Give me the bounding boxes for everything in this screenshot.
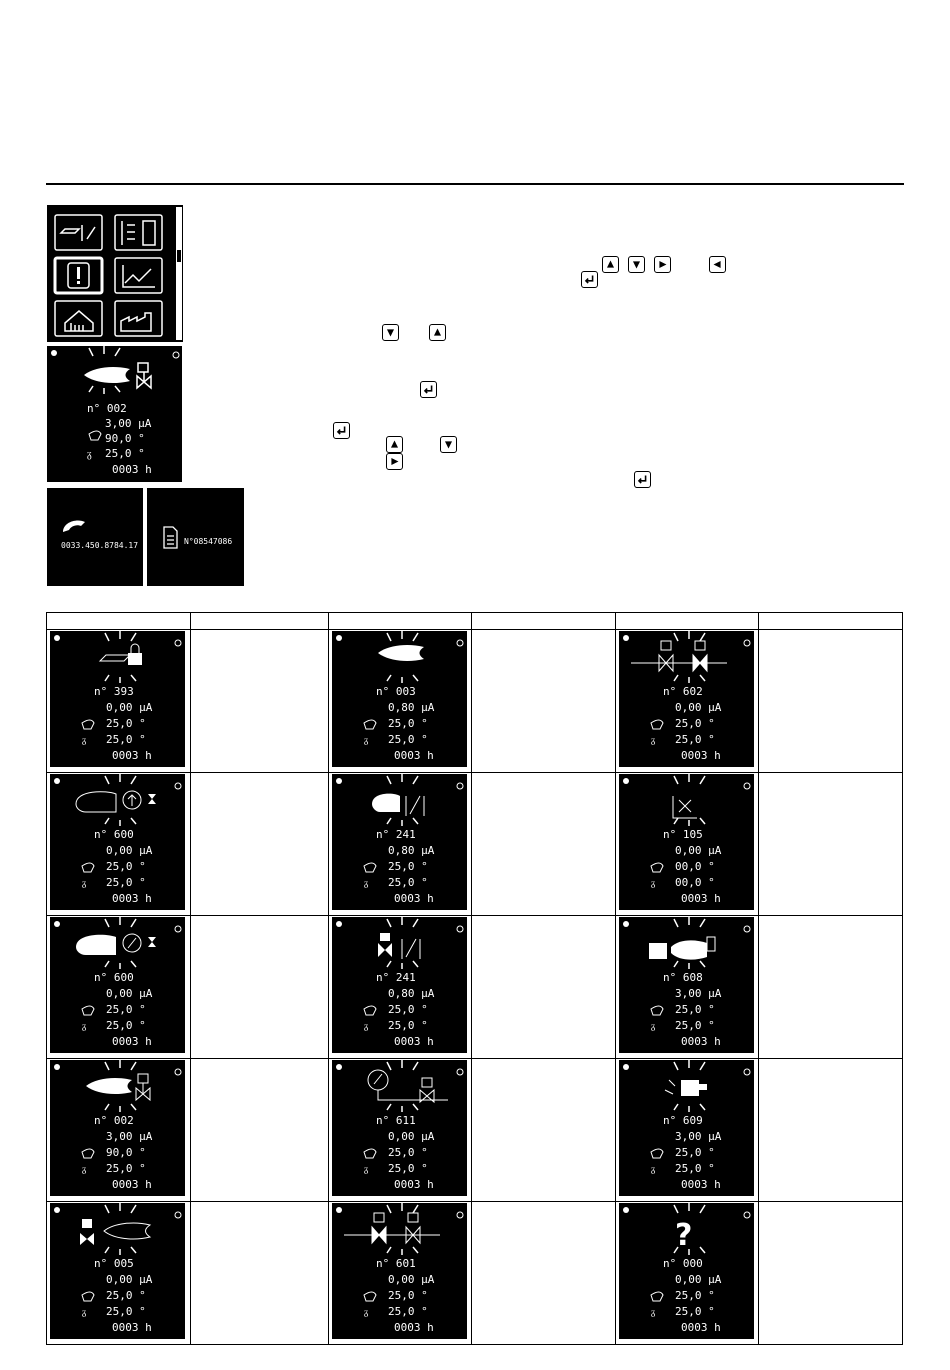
status-temp-2: 25,0 ° [675,1162,715,1175]
status-temp-2: 25,0 ° [388,1019,428,1032]
status-display [332,1203,467,1339]
enter-key-icon [420,381,437,398]
status-hours: 0003 h [112,1321,152,1334]
document-display [147,488,244,586]
up-arrow-key-icon [602,256,619,273]
svg-text:ᵹ: ᵹ [651,879,656,889]
status-hours: 0003 h [681,1178,721,1191]
status-display [619,631,754,767]
status-temp-2: 25,0 ° [388,876,428,889]
fan-damper-icon [372,794,424,816]
svg-text:ᵹ: ᵹ [87,449,92,460]
status-temp-2: 25,0 ° [388,1305,428,1318]
svg-text:ᵹ: ᵹ [82,1022,87,1032]
status-image-cell [616,916,759,1059]
status-description-cell [191,916,329,1059]
status-code: n° 601 [376,1257,416,1270]
status-description-cell [191,630,329,773]
status-code: n° 003 [376,685,416,698]
double-valve-icon [631,641,727,671]
document-number: N°08547086 [184,537,233,546]
status-code: n° 241 [376,971,416,984]
status-description-cell [472,1202,616,1345]
table-row [47,916,903,1059]
status-current: 0,00 μA [675,701,722,714]
status-image-cell [329,773,472,916]
status-temp-2: 00,0 ° [675,876,715,889]
status-code: n° 600 [94,971,134,984]
status-temp-1: 25,0 ° [388,717,428,730]
status-description-cell [472,1059,616,1202]
right-arrow-key-icon [654,256,671,273]
up-arrow-key-icon [429,324,446,341]
status-description-cell [759,1202,903,1345]
status-code: n° 611 [376,1114,416,1127]
status-description-cell [759,1059,903,1202]
status-code: n° 105 [663,828,703,841]
svg-text:ᵹ: ᵹ [364,736,369,746]
status-current: 3,00 μA [106,1130,153,1143]
status-image-cell [47,773,191,916]
status-display [332,1060,467,1196]
down-arrow-key-icon [440,436,457,453]
status-temp-1: 25,0 ° [675,717,715,730]
status-hours: 0003 h [112,892,152,905]
status-description-cell [759,916,903,1059]
phone-icon [63,520,85,532]
table-row [47,1202,903,1345]
svg-text:ᵹ: ᵹ [82,736,87,746]
status-image-cell [616,773,759,916]
status-code: n° 600 [94,828,134,841]
status-hours: 0003 h [394,1035,434,1048]
status-temp-2: 25,0 ° [106,876,146,889]
svg-text:ᵹ: ᵹ [82,1165,87,1175]
valve-damper-icon [378,933,420,959]
status-temp-1: 25,0 ° [388,1289,428,1302]
fan-pressure-timer-icon [76,791,156,812]
table-row [47,630,903,773]
table-header-cell [47,613,191,630]
status-temp-1: 25,0 ° [106,1289,146,1302]
table-header-cell [329,613,472,630]
svg-text:ᵹ: ᵹ [82,879,87,889]
status-hours: 0003 h [681,1035,721,1048]
status-description-cell [472,916,616,1059]
status-current: 0,00 μA [106,844,153,857]
status-current: 0,80 μA [388,987,435,1000]
status-display [619,774,754,910]
enter-key-icon [634,471,651,488]
svg-text:ᵹ: ᵹ [364,879,369,889]
status-image-cell [616,1202,759,1345]
status-image-cell [47,1202,191,1345]
cross-icon [673,796,697,818]
status-hours: 0003 h [394,892,434,905]
status-temp-2: 25,0 ° [675,1019,715,1032]
status-code: n° 393 [94,685,134,698]
enter-key-icon [333,422,350,439]
status-code: n° 608 [663,971,703,984]
status-current: 0,00 μA [106,701,153,714]
status-hours: 0003 h [112,1178,152,1191]
valve-flame-outline-icon [80,1219,150,1245]
status-image-cell [47,1059,191,1202]
status-image-cell [329,916,472,1059]
status-display [619,1060,754,1196]
status-temp-2: 25,0 ° [106,1305,146,1318]
status-description-cell [191,773,329,916]
status-code: n° 000 [663,1257,703,1270]
status-description-cell [191,1202,329,1345]
status-temp-1: 00,0 ° [675,860,715,873]
status-hours: 0003 h [394,1178,434,1191]
status-image-cell [616,630,759,773]
phone-display [47,488,143,586]
table-header-cell [759,613,903,630]
status-current: 0,00 μA [675,844,722,857]
status-current: 3,00 μA [675,987,722,1000]
status-display [332,774,467,910]
status-hours: 0003 h [394,1321,434,1334]
status-display [50,1060,185,1196]
status-temp-1: 90,0 ° [106,1146,146,1159]
status-description-cell [472,773,616,916]
status-temp-2: 25,0 ° [388,733,428,746]
status-code-table [46,612,903,1345]
status-temp-2: 25,0 ° [388,1162,428,1175]
status-code: n° 005 [94,1257,134,1270]
svg-text:?: ? [675,1218,693,1253]
svg-text:0003 h: 0003 h [112,463,152,476]
svg-text:ᵹ: ᵹ [651,736,656,746]
status-temp-1: 25,0 ° [675,1003,715,1016]
status-current: 3,00 μA [105,417,152,430]
status-hours: 0003 h [681,749,721,762]
status-temp-2: 25,0 ° [675,1305,715,1318]
flame-valve-icon [86,1074,150,1100]
enter-key-icon [581,271,598,288]
status-display [50,774,185,910]
status-image-cell [47,630,191,773]
ignition-spark-icon [665,1080,707,1096]
table-header-cell [616,613,759,630]
table-header-cell [191,613,329,630]
flame-icon [378,645,424,661]
svg-text:ᵹ: ᵹ [82,1308,87,1318]
status-code: n° 241 [376,828,416,841]
status-display [619,917,754,1053]
status-hours: 0003 h [112,749,152,762]
status-current: 0,00 μA [388,1273,435,1286]
status-code: n° 002 [87,402,127,415]
svg-text:ᵹ: ᵹ [651,1308,656,1318]
status-hours: 0003 h [681,892,721,905]
status-display [50,917,185,1053]
double-valve-closed-icon [344,1213,440,1243]
status-current: 3,00 μA [675,1130,722,1143]
status-image-cell [329,630,472,773]
status-temp-1: 25,0 ° [388,1146,428,1159]
menu-display [47,205,183,342]
status-display [332,631,467,767]
left-arrow-key-icon [709,256,726,273]
status-temp-1: 25,0 ° [106,1003,146,1016]
status-description-cell [759,630,903,773]
status-current: 0,00 μA [675,1273,722,1286]
table-row [47,773,903,916]
svg-text:90,0 °: 90,0 ° [105,432,145,445]
fan-lock-icon [100,644,142,665]
status-temp-1: 25,0 ° [675,1146,715,1159]
table-row [47,1059,903,1202]
svg-text:ᵹ: ᵹ [364,1308,369,1318]
status-code: n° 602 [663,685,703,698]
question-icon [675,1218,692,1253]
status-current: 0,00 μA [106,1273,153,1286]
status-description-cell [472,630,616,773]
menu-grid-icon [47,205,183,342]
ignition-flame-icon [649,937,715,960]
status-temp-1: 25,0 ° [106,717,146,730]
gauge-valve-icon [368,1070,448,1102]
svg-text:ᵹ: ᵹ [651,1022,656,1032]
down-arrow-key-icon [382,324,399,341]
status-display [50,1203,185,1339]
down-arrow-key-icon [628,256,645,273]
status-temp-1: 25,0 ° [675,1289,715,1302]
header-rule [46,183,904,185]
status-current: 0,80 μA [388,701,435,714]
status-code: n° 002 [94,1114,134,1127]
status-current: 0,80 μA [388,844,435,857]
status-display [619,1203,754,1339]
status-temp-1: 25,0 ° [388,1003,428,1016]
status-image-cell [47,916,191,1059]
status-hours: 0003 h [112,1035,152,1048]
status-current: 0,00 μA [388,1130,435,1143]
status-temp-2: 25,0 ° [106,733,146,746]
status-temp-2: 25,0 ° [106,1162,146,1175]
status-description-cell [759,773,903,916]
fan-gauge-timer-icon [76,934,156,955]
up-arrow-key-icon [386,436,403,453]
svg-text:ᵹ: ᵹ [364,1022,369,1032]
svg-text:ᵹ: ᵹ [651,1165,656,1175]
status-temp-1: 25,0 ° [388,860,428,873]
status-temp-2: 25,0 ° [675,733,715,746]
status-current: 0,00 μA [106,987,153,1000]
phone-number: 0033.450.8784.17 [61,541,139,550]
status-hours: 0003 h [394,749,434,762]
status-display [50,631,185,767]
document-icon [164,527,177,548]
status-image-cell [329,1059,472,1202]
status-image-cell [616,1059,759,1202]
status-hours: 0003 h [681,1321,721,1334]
status-display [47,346,182,482]
status-image-cell [329,1202,472,1345]
status-description-cell [191,1059,329,1202]
status-temp-2: 25,0 ° [106,1019,146,1032]
status-code: n° 609 [663,1114,703,1127]
status-temp-1: 25,0 ° [106,860,146,873]
svg-text:25,0 °: 25,0 ° [105,447,145,460]
svg-text:ᵹ: ᵹ [364,1165,369,1175]
table-header-cell [472,613,616,630]
right-arrow-key-icon [386,453,403,470]
status-display [332,917,467,1053]
